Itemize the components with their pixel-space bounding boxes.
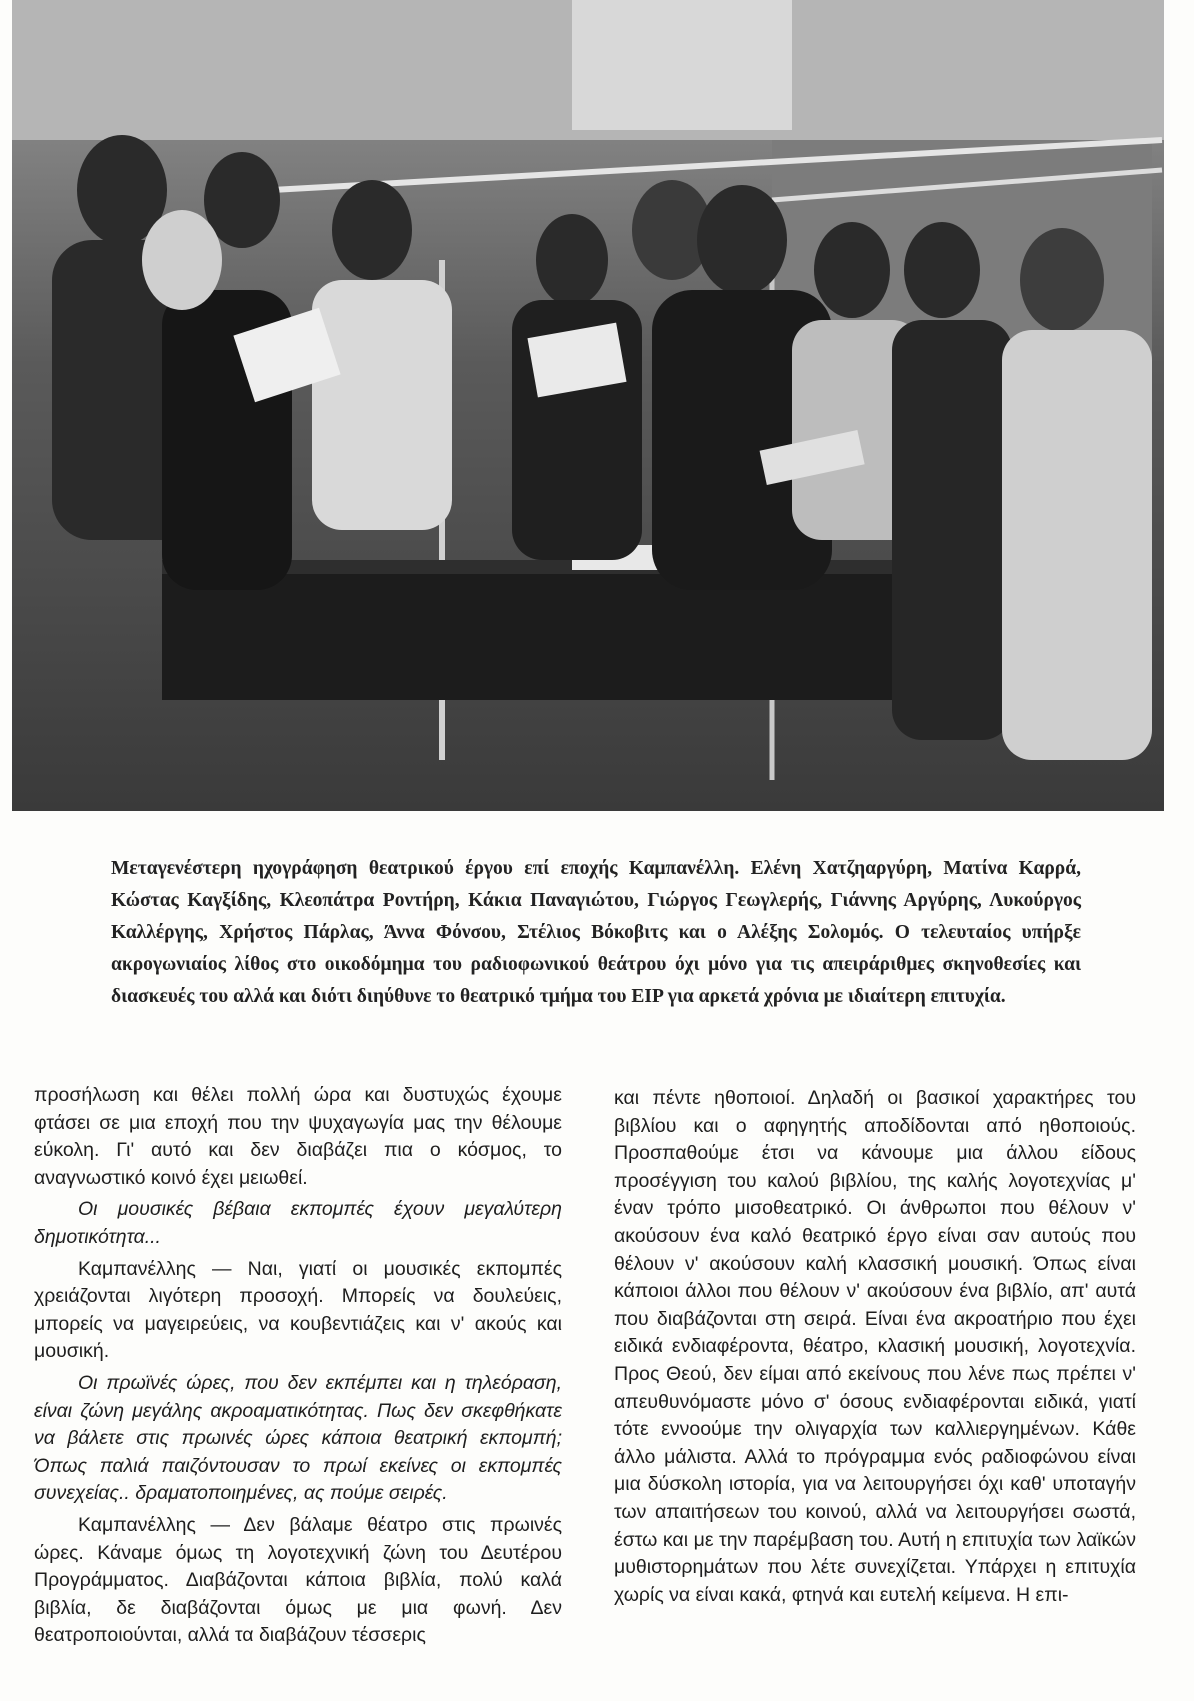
interviewer-question: Οι πρωϊνές ώρες, που δεν εκπέμπει και η τηλεόραση, είναι ζώνη μεγάλης ακροαματικότητας. Πως δεν σκεφθήκατε να βάλετε στις πρωινές ώρες κάποια θεατρική εκπομπή; Όπως παλιά παιζόντουσαν το πρωί εκείνες οι εκπομπές συνεχείας.. δραματοποιημένες, ας πούμε σειρές.	[34, 1371, 562, 1505]
interviewer-question: Οι μουσικές βέβαια εκπομπές έχουν μεγαλύτερη δημοτικότητα...	[34, 1198, 562, 1248]
photo-caption: Μεταγενέστερη ηχογράφηση θεατρικού έργου επί εποχής Καμπανέλλη. Ελένη Χατζηαργύρη, Ματίνα Καρρά, Κώστας Καγξίδης, Κλεοπάτρα Ροντήρη, Κάκια Παναγιώτου, Γιώργος Γεωγλερής, Γιάννης Αργύρης, Λυκούργος Καλλέργης, Χρήστος Πάρλας, Άννα Φόνσου, Στέλιος Βόκοβιτς και ο Αλέξης Σολομός. Ο τελευταίος υπήρξε ακρογωνιαίος λίθος στο οικοδόμημα του ραδιοφωνικού θεάτρου όχι μόνο για τις απειράριθμες σκηνοθεσίες και διασκευές του αλλά και διότι διηύθυνε το θεατρικό τμήμα του ΕΙΡ για αρκετά χρόνια με ιδιαίτερη επιτυχία.	[111, 858, 1081, 1007]
article-column-right	[614, 1085, 1136, 1613]
article-column-left	[34, 1082, 562, 1654]
photo-placeholder	[12, 0, 1164, 811]
paragraph: και πέντε ηθοποιοί. Δηλαδή οι βασικοί χαρακτήρες του βιβλίου και ο αφηγητής αποδίδονται από ηθοποιούς. Προσπαθούμε έτσι να κάνουμε μια άλλου είδους προσέγγιση του καλού βιβλίου, της καλής λογοτεχνίας μ' έναν τρόπο μισοθεατρικό. Οι άνθρωποι που θέλουν ν' ακούσουν ένα καλό θεατρικό έργο είναι σαν αυτούς που θέλουν ν' ακούσουν καλή κλασσική μουσική. Όπως είναι κάποιοι άλλοι που θέλουν ν' ακούσουν ένα βιβλίο, απ' αυτά που διαβάζονται στη σειρά. Είναι ένα ακροατήριο που έχει ειδικά ενδιαφέροντα, θέατρο, κλασική μουσική, λογοτεχνία. Προς Θεού, δεν είμαι από εκείνους που λένε πως πρέπει ν' απευθυνόμαστε μόνο σ' όσους ενδιαφέρονται ειδικά, γιατί τότε εννοούμε την ολιγαρχία των καλλιεργημένων. Κάθε άλλο μάλιστα. Αλλά το πρόγραμμα ενός ραδιοφώνου είναι μια δύσκολη ιστορία, για να λειτουργήσει όχι καθ' υποταγήν των απαιτήσεων του κοινού, αλλά να λειτουργήσει σωστά, έστω και με την παρέμβαση του. Αυτή η επιτυχία των λαϊκών μυθιστορημάτων που λέτε συνεχίζεται. Υπάρχει η επιτυχία χωρίς να είναι κακά, φτηνά και ευτελή κείμενα. Η επι-	[614, 1087, 1136, 1606]
paragraph: προσήλωση και θέλει πολλή ώρα και δυστυχώς έχουμε φτάσει σε μια εποχή που την ψυχαγωγία μας την θέλουμε εύκολη. Γι' αυτό και δεν διαβάζει πια ο κόσμος, το αναγνωστικό κοινό έχει μειωθεί.	[34, 1084, 562, 1189]
paragraph: Καμπανέλλης — Ναι, γιατί οι μουσικές εκπομπές χρειάζονται λιγότερη προσοχή. Μπορείς να δουλεύεις, μπορείς να μαγειρεύεις, να κουβεντιάζεις και ν' ακούς και μουσική.	[34, 1257, 562, 1363]
paragraph: Καμπανέλλης — Δεν βάλαμε θέατρο στις πρωινές ώρες. Κάναμε όμως τη λογοτεχνική ζώνη του Δευτέρου Προγράμματος. Διαβάζονται κάποια βιβλία, πολύ καλά βιβλία, δε διαβάζονται όμως με μια φωνή. Δεν θεατροποιούνται, αλλά τα διαβάζουν τέσσερις	[34, 1513, 562, 1647]
group-photo	[12, 0, 1164, 811]
